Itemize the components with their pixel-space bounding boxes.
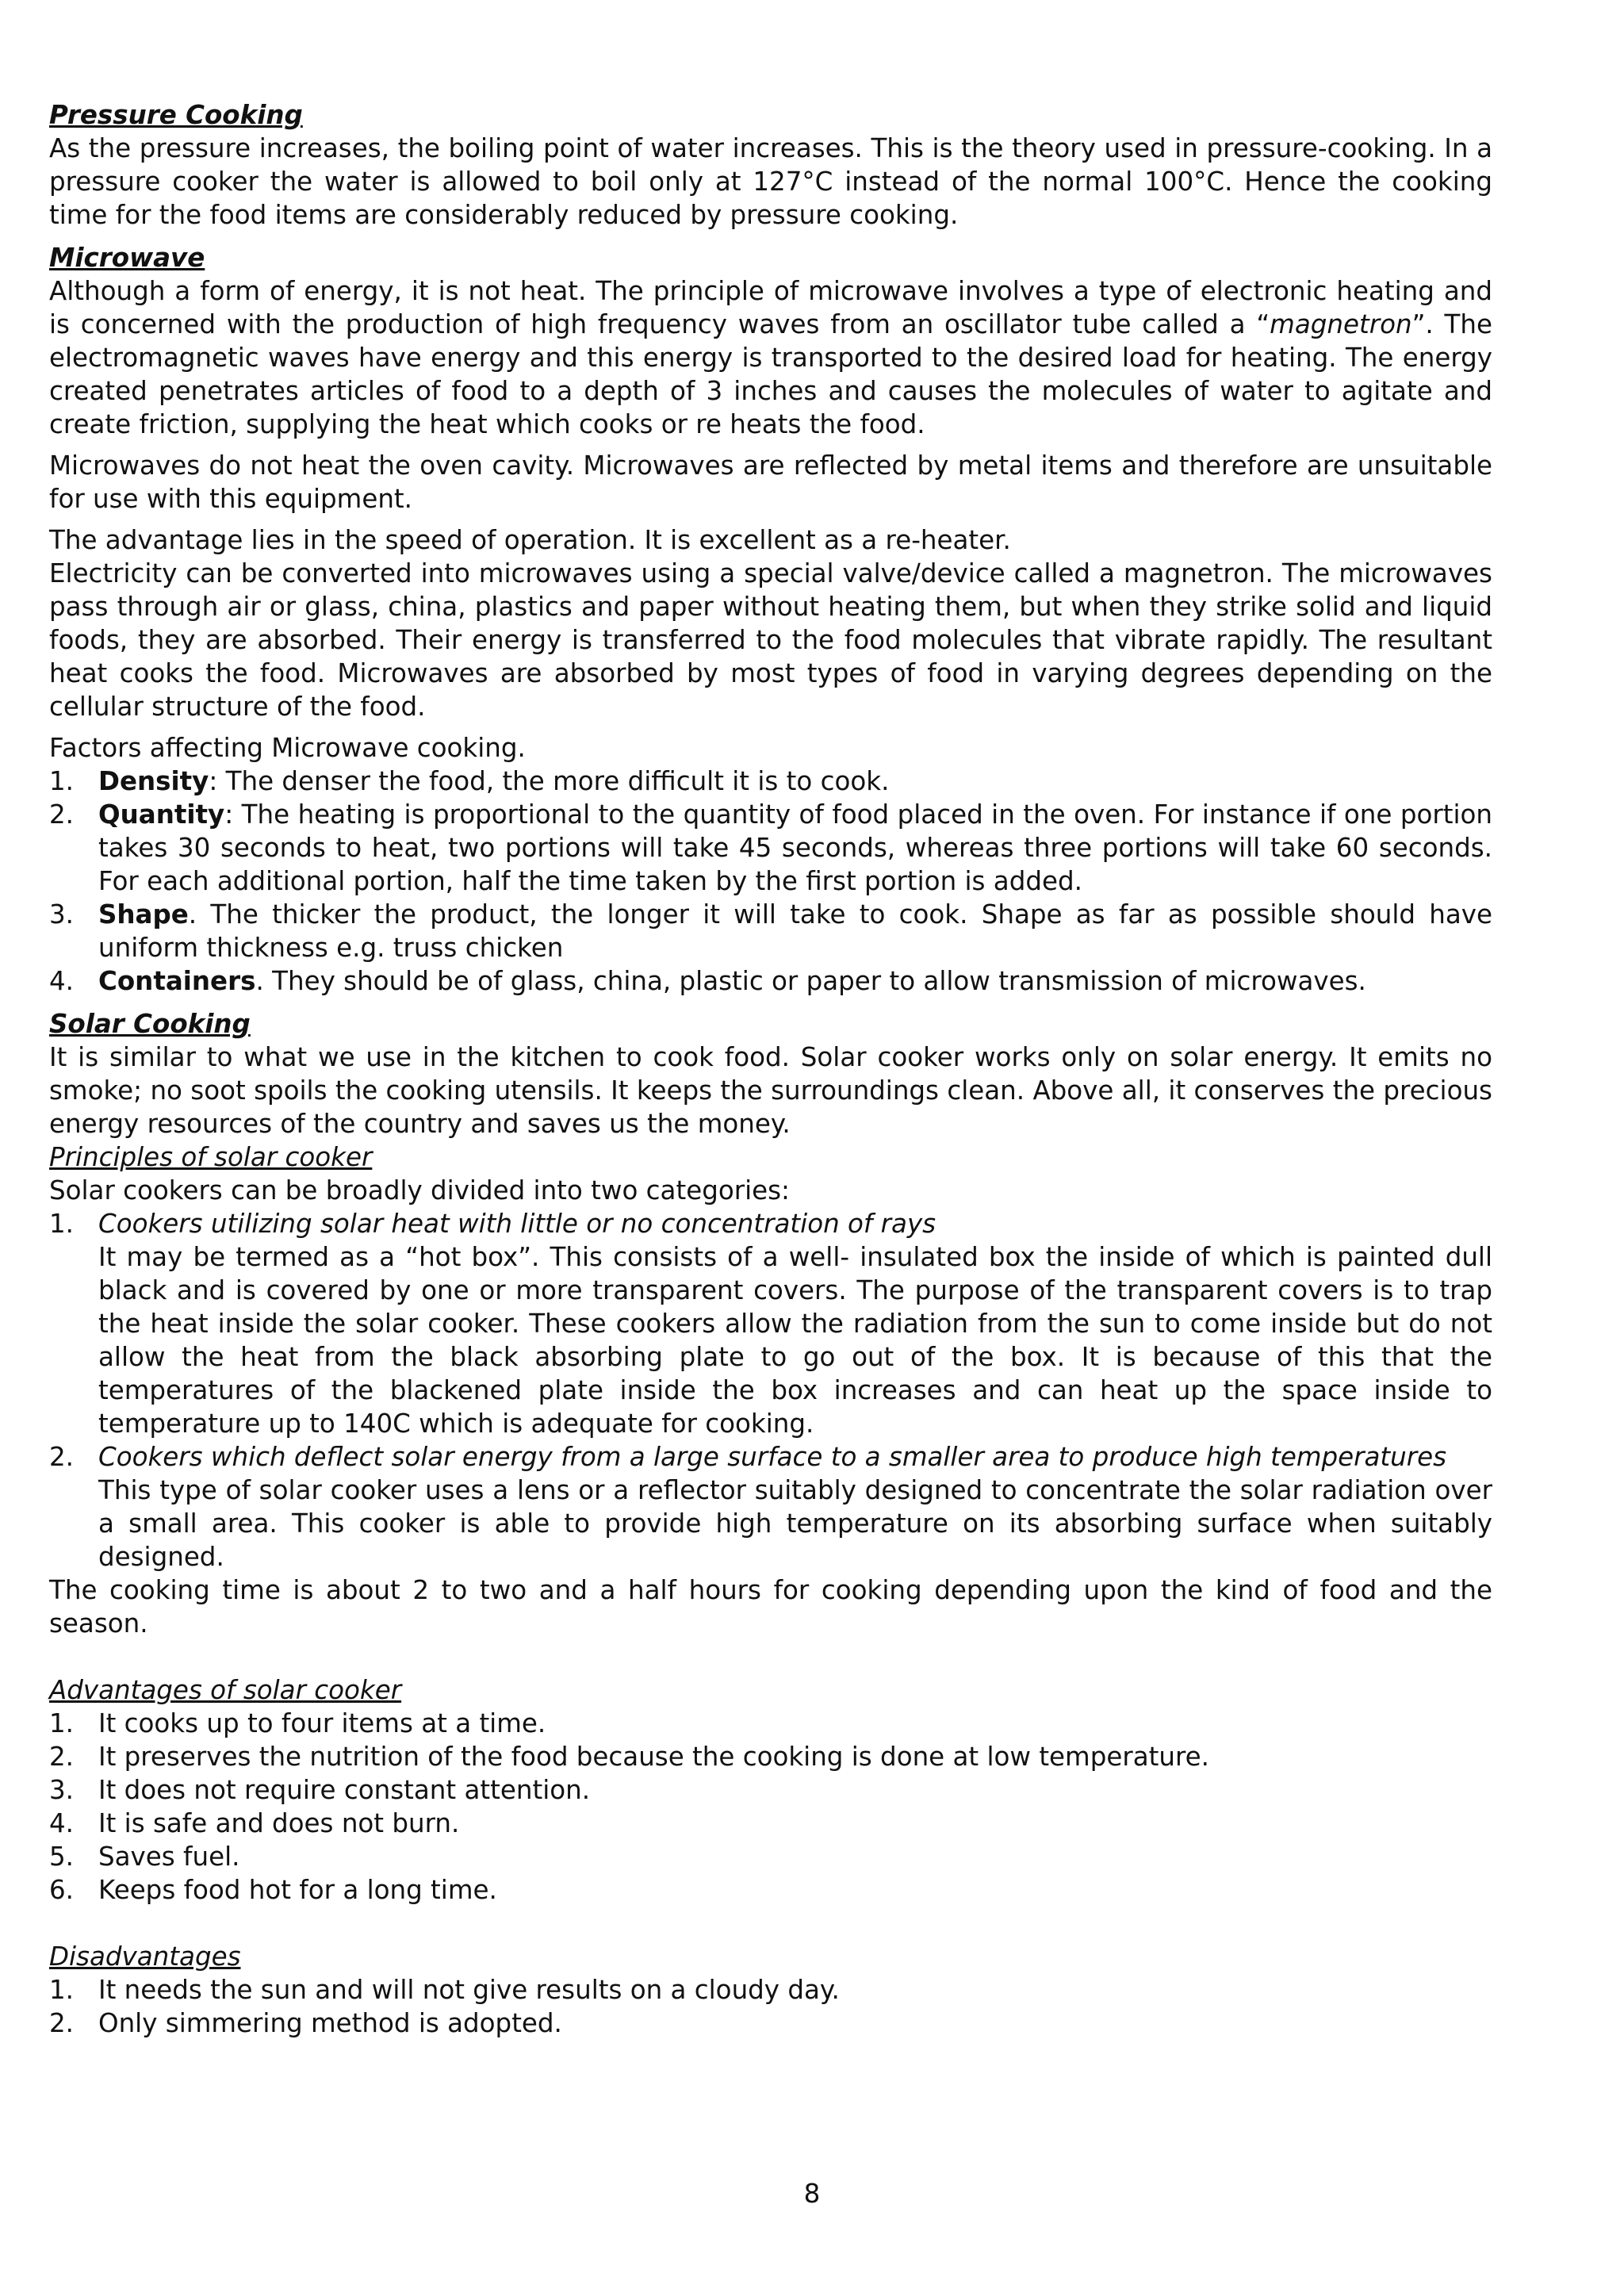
pressure-cooking-paragraph: As the pressure increases, the boiling point of water increases. This is the theory used in pressure-cooking. In a pressure cooker the water is allowed to boil only at 127°C instead of the normal 100°C. Hence the cooking time for the food items are considerably reduced by pressure cooking.: [49, 133, 1492, 230]
list-item: 1. It needs the sun and will not give results on a cloudy day.: [49, 1975, 840, 2005]
microwave-paragraph-4: Electricity can be converted into microwaves using a special valve/device called a magnetron. The microwaves pass through air or glass, china, plastics and paper without heating them, but when they strike solid and liquid foods, they are absorbed. Their energy is transferred to the food molecules that vibrate rapidly. The resultant heat cooks the food. Microwaves are absorbed by most types of food in varying degrees depending on the cellular structure of the food.: [49, 558, 1492, 722]
disadvantages-list: [49, 1973, 1492, 2040]
list-item: 4. It is safe and does not burn.: [49, 1808, 460, 1838]
advantages-list: [49, 1707, 1492, 1907]
advantages-subheading: Advantages of solar cooker: [49, 1675, 402, 1705]
list-item: 2. Quantity: The heating is proportional to the quantity of food placed in the oven. For instance if one portion takes 30 seconds to heat, two portions will take 45 seconds, whereas three portions will take 60 seconds. For each additional portion, half the time taken by the first portion is added.: [49, 799, 1492, 896]
principles-intro: Solar cookers can be broadly divided into two categories:: [49, 1175, 790, 1205]
factors-intro: Factors affecting Microwave cooking.: [49, 733, 526, 763]
solar-intro-paragraph: It is similar to what we use in the kitchen to cook food. Solar cooker works only on solar energy. It emits no smoke; no soot spoils the cooking utensils. It keeps the surroundings clean. Above all, it conserves the precious energy resources of the country and saves us the money.: [49, 1042, 1492, 1139]
page-number: 8: [803, 2179, 821, 2209]
microwave-paragraph-1: Although a form of energy, it is not heat. The principle of microwave involves a type of electronic heating and is concerned with the production of high frequency waves from an oscillator tube called a “magnetron”. The electromagnetic waves have energy and this energy is transported to the desired load for heating. The energy created penetrates articles of food to a depth of 3 inches and causes the molecules of water to agitate and create friction, supplying the heat which cooks or re heats the food.: [49, 276, 1492, 439]
solar-cooking-section: [49, 1007, 1492, 2040]
pressure-cooking-section: [49, 98, 1492, 232]
cooking-time-paragraph: The cooking time is about 2 to two and a half hours for cooking depending upon the kind of food and the season.: [49, 1575, 1492, 1639]
disadvantages-subheading: Disadvantages: [49, 1941, 241, 1972]
microwave-section: [49, 241, 1492, 998]
microwave-paragraph-3: The advantage lies in the speed of operation. It is excellent as a re-heater.: [49, 525, 1011, 555]
list-item: 1. Cookers utilizing solar heat with little or no concentration of rays It may be termed as a “hot box”. This consists of a well- insulated box the inside of which is painted dull black and is covered by one or more transparent covers. The purpose of the transparent covers is to trap the heat inside the solar cooker. These cookers allow the radiation from the sun to come inside but do not allow the heat from the black absorbing plate to go out of the box. It is because of this that the temperatures of the blackened plate inside the box increases and can heat up the space inside to temperature up to 140C which is adequate for cooking.: [49, 1209, 1492, 1439]
list-item: 6. Keeps food hot for a long time.: [49, 1875, 497, 1905]
list-item: 2. Cookers which deflect solar energy from a large surface to a smaller area to produce high temperatures This type of solar cooker uses a lens or a reflector suitably designed to concentrate the solar radiation over a small area. This cooker is able to provide high temperature on its absorbing surface when suitably designed.: [49, 1442, 1492, 1572]
microwave-heading: Microwave: [49, 243, 205, 273]
solar-categories-list: [49, 1207, 1492, 1573]
list-item: 2. Only simmering method is adopted.: [49, 2008, 562, 2038]
magnetron-term: magnetron: [1270, 309, 1412, 339]
pressure-cooking-heading: Pressure Cooking: [49, 100, 303, 130]
list-item: 1. It cooks up to four items at a time.: [49, 1708, 546, 1738]
list-item: 2. It preserves the nutrition of the food because the cooking is done at low temperature.: [49, 1742, 1209, 1772]
list-item: 1. Density: The denser the food, the more difficult it is to cook.: [49, 766, 890, 796]
list-item: 5. Saves fuel.: [49, 1842, 240, 1872]
list-item: 4. Containers. They should be of glass, china, plastic or paper to allow transmission of microwaves.: [49, 966, 1366, 996]
list-item: 3. It does not require constant attention.: [49, 1775, 591, 1805]
list-item: 3. Shape. The thicker the product, the longer it will take to cook. Shape as far as possible should have uniform thickness e.g. truss chicken: [49, 899, 1492, 963]
solar-cooking-heading: Solar Cooking: [49, 1009, 251, 1039]
principles-subheading: Principles of solar cooker: [49, 1142, 373, 1172]
microwave-paragraph-2: Microwaves do not heat the oven cavity. Microwaves are reflected by metal items and therefore are unsuitable for use with this equipment.: [49, 450, 1492, 514]
factors-list: [49, 765, 1492, 998]
